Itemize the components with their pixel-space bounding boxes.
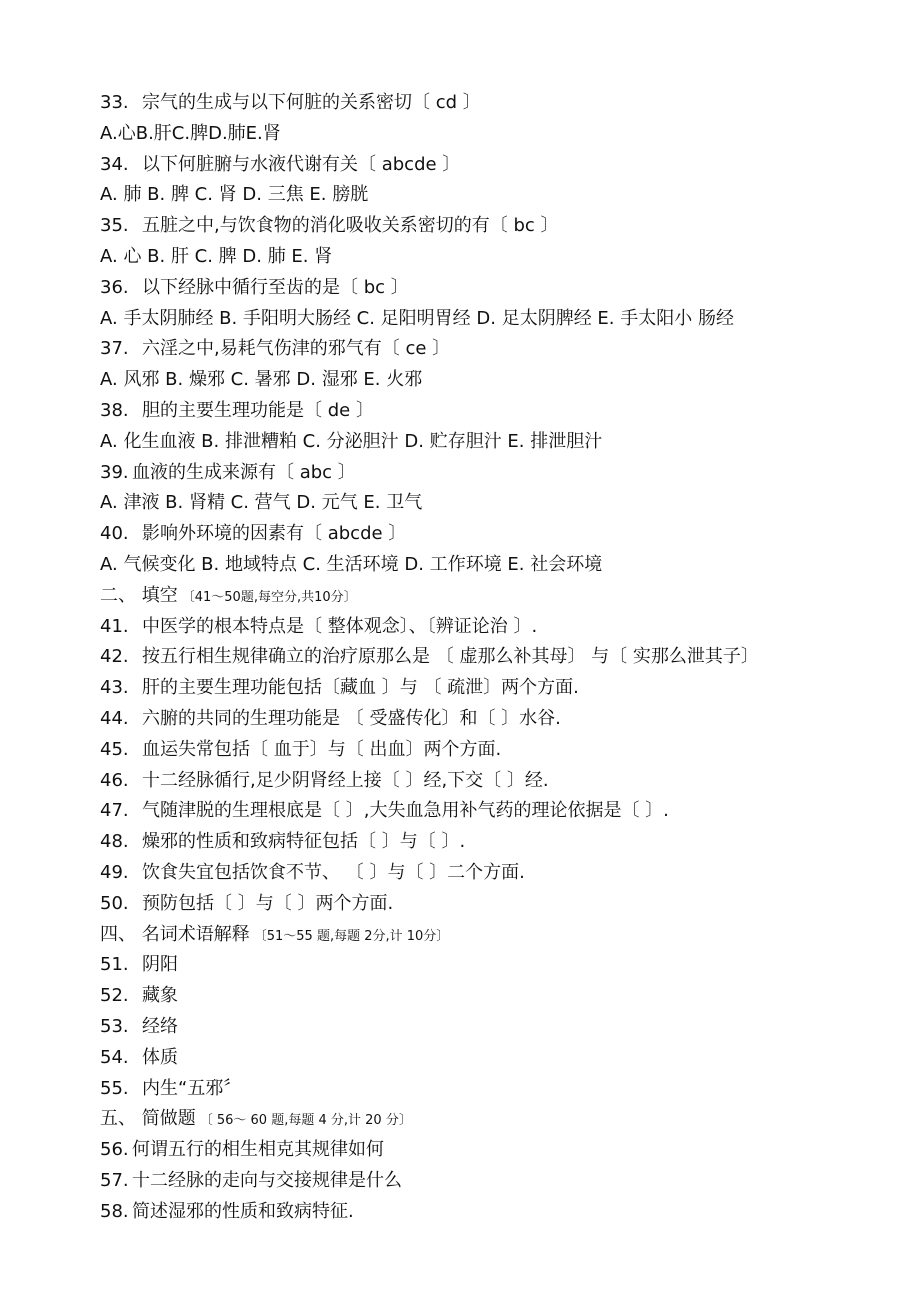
- question-text: 中医学的根本特点是〔 整体观念〕、〔辨证论治 〕.: [142, 615, 538, 637]
- question-text: 按五行相生规律确立的治疗原那么是 〔 虚那么补其母〕 与〔 实那么泄其子〕: [142, 646, 759, 668]
- question-55: [100, 1074, 900, 1105]
- question-38: [100, 396, 900, 427]
- question-36: [100, 273, 900, 304]
- section-note: 〔 56～ 60 题,每题 4 分,计 20 分〕: [199, 1113, 412, 1129]
- question-text: 藏象: [142, 985, 178, 1007]
- question-text: 六腑的共同的生理功能是 〔 受盛传化〕和〔 〕水谷.: [142, 707, 561, 729]
- section-note: 〔41～50题,每空分,共10分〕: [181, 589, 357, 605]
- section-heading-short: [100, 1104, 900, 1135]
- question-text: 简述湿邪的性质和致病特征.: [132, 1200, 354, 1222]
- question-text: 胆的主要生理功能是〔 de 〕: [142, 399, 374, 421]
- section-title: 二、 填空: [100, 584, 178, 606]
- question-text: 血液的生成来源有〔 abc 〕: [132, 461, 356, 483]
- question-39: [100, 458, 900, 489]
- question-45: [100, 735, 900, 766]
- question-text: 预防包括〔 〕与〔 〕两个方面.: [142, 892, 394, 914]
- question-48: [100, 827, 900, 858]
- question-49: [100, 858, 900, 889]
- question-46: [100, 766, 900, 797]
- question-44: [100, 704, 900, 735]
- exam-page: [100, 88, 900, 1227]
- question-40: [100, 519, 900, 550]
- question-number: 52.: [100, 985, 129, 1007]
- question-54: [100, 1043, 900, 1074]
- section-title: 五、 简做题: [100, 1108, 196, 1130]
- question-number: 40.: [100, 523, 129, 545]
- section-heading-terms: [100, 920, 900, 951]
- section-heading-fill: [100, 581, 900, 612]
- question-37-options: A. 风邪 B. 燥邪 C. 暑邪 D. 湿邪 E. 火邪: [100, 369, 423, 391]
- question-text: 经络: [142, 1015, 178, 1037]
- question-number: 39.: [100, 461, 129, 483]
- question-41: [100, 612, 900, 643]
- question-number: 33.: [100, 92, 129, 113]
- question-text: 气随津脱的生理根底是〔 〕,大失血急用补气药的理论依据是〔 〕.: [142, 800, 669, 822]
- question-number: 57.: [100, 1169, 129, 1191]
- question-text: 十二经脉循行,足少阴肾经上接〔 〕经,下交〔 〕经.: [142, 769, 549, 791]
- question-number: 53.: [100, 1015, 129, 1037]
- question-text: 五脏之中,与饮食物的消化吸收关系密切的有〔 bc 〕: [142, 215, 559, 237]
- question-number: 51.: [100, 954, 129, 976]
- question-number: 45.: [100, 738, 129, 760]
- question-number: 44.: [100, 707, 129, 729]
- question-57: [100, 1166, 900, 1197]
- question-number: 35.: [100, 215, 129, 237]
- question-40-options: A. 气候变化 B. 地域特点 C. 生活环境 D. 工作环境 E. 社会环境: [100, 553, 603, 575]
- question-text: 以下经脉中循行至齿的是〔 bc 〕: [142, 276, 409, 298]
- question-35-options: A. 心 B. 肝 C. 脾 D. 肺 E. 肾: [100, 245, 333, 267]
- question-56: [100, 1135, 900, 1166]
- question-33: [100, 88, 900, 119]
- question-47: [100, 796, 900, 827]
- question-text: 内生“五邪〞: [142, 1077, 242, 1099]
- question-number: 43.: [100, 677, 129, 699]
- question-text: 肝的主要生理功能包括〔藏血 〕与 〔 疏泄〕两个方面.: [142, 677, 579, 699]
- question-number: 46.: [100, 769, 129, 791]
- question-text: 饮食失宜包括饮食不节、 〔 〕与〔 〕二个方面.: [142, 861, 525, 883]
- section-title: 四、 名词术语解释: [100, 923, 250, 945]
- question-text: 宗气的生成与以下何脏的关系密切〔 cd 〕: [142, 92, 481, 113]
- question-number: 48.: [100, 831, 129, 853]
- question-33-options: A.心B.肝C.脾D.肺E.肾: [100, 122, 281, 144]
- question-number: 55.: [100, 1077, 129, 1099]
- question-50: [100, 889, 900, 920]
- question-34-options: A. 肺 B. 脾 C. 肾 D. 三焦 E. 膀胱: [100, 184, 369, 206]
- question-number: 58.: [100, 1200, 129, 1222]
- question-text: 体质: [142, 1046, 178, 1068]
- question-number: 49.: [100, 861, 129, 883]
- question-58: [100, 1197, 900, 1228]
- question-number: 38.: [100, 399, 129, 421]
- question-text: 血运失常包括〔 血于〕与〔 出血〕两个方面.: [142, 738, 502, 760]
- question-51: [100, 950, 900, 981]
- question-43: [100, 673, 900, 704]
- question-text: 影响外环境的因素有〔 abcde 〕: [142, 523, 407, 545]
- question-35: [100, 211, 900, 242]
- question-text: 燥邪的性质和致病特征包括〔 〕与〔 〕.: [142, 831, 466, 853]
- question-39-options: A. 津液 B. 肾精 C. 营气 D. 元气 E. 卫气: [100, 492, 423, 514]
- question-text: 十二经脉的走向与交接规律是什么: [132, 1169, 402, 1191]
- question-number: 54.: [100, 1046, 129, 1068]
- question-text: 以下何脏腑与水液代谢有关〔 abcde 〕: [142, 153, 461, 175]
- question-text: 何谓五行的相生相克其规律如何: [132, 1139, 384, 1161]
- question-number: 36.: [100, 276, 129, 298]
- question-number: 34.: [100, 153, 129, 175]
- question-number: 47.: [100, 800, 129, 822]
- question-text: 六淫之中,易耗气伤津的邪气有〔 ce 〕: [142, 338, 451, 360]
- question-42: [100, 642, 900, 673]
- question-34: [100, 150, 900, 181]
- question-38-options: A. 化生血液 B. 排泄糟粕 C. 分泌胆汁 D. 贮存胆汁 E. 排泄胆汁: [100, 430, 603, 452]
- question-53: [100, 1012, 900, 1043]
- question-37: [100, 334, 900, 365]
- question-36-options: A. 手太阴肺经 B. 手阳明大肠经 C. 足阳明胃经 D. 足太阴脾经 E. 手太阳小 肠经: [100, 307, 734, 329]
- question-number: 50.: [100, 892, 129, 914]
- question-number: 56.: [100, 1139, 129, 1161]
- section-note: 〔51～55 题,每题 2分,计 10分〕: [253, 928, 450, 944]
- question-number: 37.: [100, 338, 129, 360]
- question-text: 阴阳: [142, 954, 178, 976]
- question-number: 42.: [100, 646, 129, 668]
- question-number: 41.: [100, 615, 129, 637]
- question-52: [100, 981, 900, 1012]
